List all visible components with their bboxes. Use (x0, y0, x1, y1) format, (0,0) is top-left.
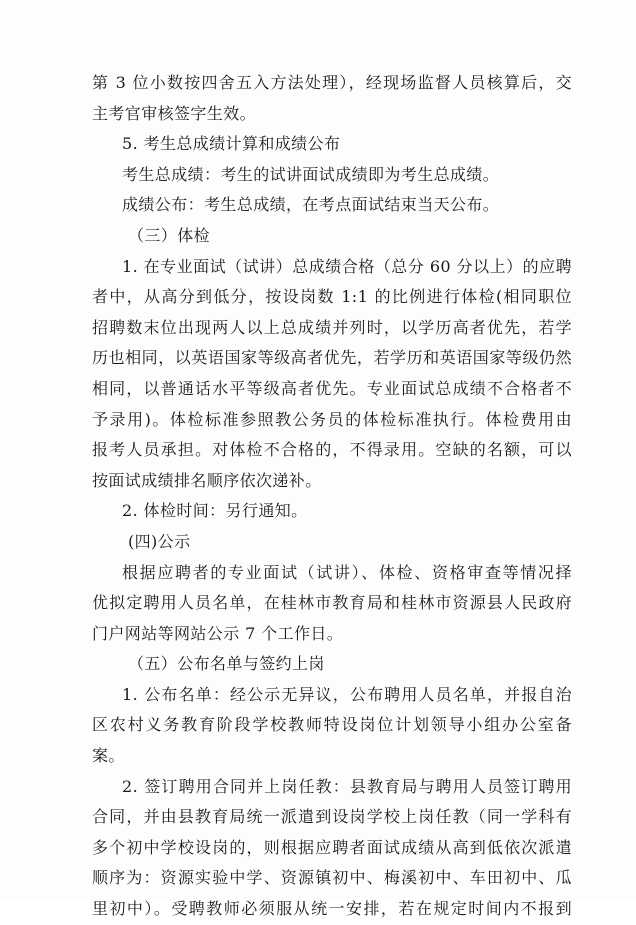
text-line: 主考官审核签字生效。 (92, 103, 257, 123)
text-line: 2. 体检时间：另行通知。 (122, 501, 308, 521)
text-line: 1. 公布名单：经公示无异议，公布聘用人员名单，并报自治 (122, 684, 572, 704)
text-line: 顺序为：资源实验中学、资源镇初中、梅溪初中、车田初中、瓜 (92, 868, 572, 888)
text-line: 相同，以普通话水平等级高者优先。专业面试总成绩不合格者不 (92, 378, 572, 398)
section-heading: 5. 考生总成绩计算和成绩公布 (122, 134, 341, 154)
text-line: 案。 (92, 746, 125, 766)
section-heading: （五）公布名单与签约上岗 (128, 654, 325, 674)
text-line: 予录用)。体检标准参照教公务员的体检标准执行。体检费用由 (92, 409, 572, 429)
text-line: 按面试成绩排名顺序依次递补。 (92, 470, 322, 490)
text-line: 优拟定聘用人员名单，在桂林市教育局和桂林市资源县人民政府 (92, 593, 572, 613)
text-line: 里初中）。受聘教师必须服从统一安排，若在规定时间内不报到 (92, 899, 572, 919)
text-line: 门户网站等网站公示 7 个工作日。 (92, 623, 344, 643)
text-line: 2. 签订聘用合同并上岗任教：县教育局与聘用人员签订聘用 (122, 776, 572, 796)
text-line: 考生总成绩：考生的试讲面试成绩即为考生总成绩。 (122, 164, 500, 184)
text-line: 区农村义务教育阶段学校教师特设岗位计划领导小组办公室备 (92, 715, 572, 735)
document-body (92, 68, 572, 925)
section-heading: （三）体检 (128, 225, 211, 245)
text-line: 招聘数末位出现两人以上总成绩并列时，以学历高者优先，若学 (92, 317, 572, 337)
text-line: 根据应聘者的专业面试（试讲）、体检、资格审查等情况择 (122, 562, 572, 582)
section-heading: (四)公示 (128, 531, 191, 551)
text-line: 1. 在专业面试（试讲）总成绩合格（总分 60 分以上）的应聘 (122, 256, 572, 276)
text-line: 多个初中学校设岗的，则根据应聘者面试成绩从高到低依次派遣 (92, 837, 572, 857)
text-line: 者中，从高分到低分，按设岗数 1:1 的比例进行体检(相同职位 (92, 287, 572, 307)
text-line: 报考人员承担。对体检不合格的，不得录用。空缺的名额，可以 (92, 440, 572, 460)
text-line: 成绩公布：考生总成绩，在考点面试结束当天公布。 (122, 195, 500, 215)
text-line: 历也相同，以英语国家等级高者优先，若学历和英语国家等级仍然 (92, 348, 572, 368)
text-line: 合同，并由县教育局统一派遣到设岗学校上岗任教（同一学科有 (92, 807, 572, 827)
text-line: 第 3 位小数按四舍五入方法处理），经现场监督人员核算后，交 (92, 73, 572, 92)
